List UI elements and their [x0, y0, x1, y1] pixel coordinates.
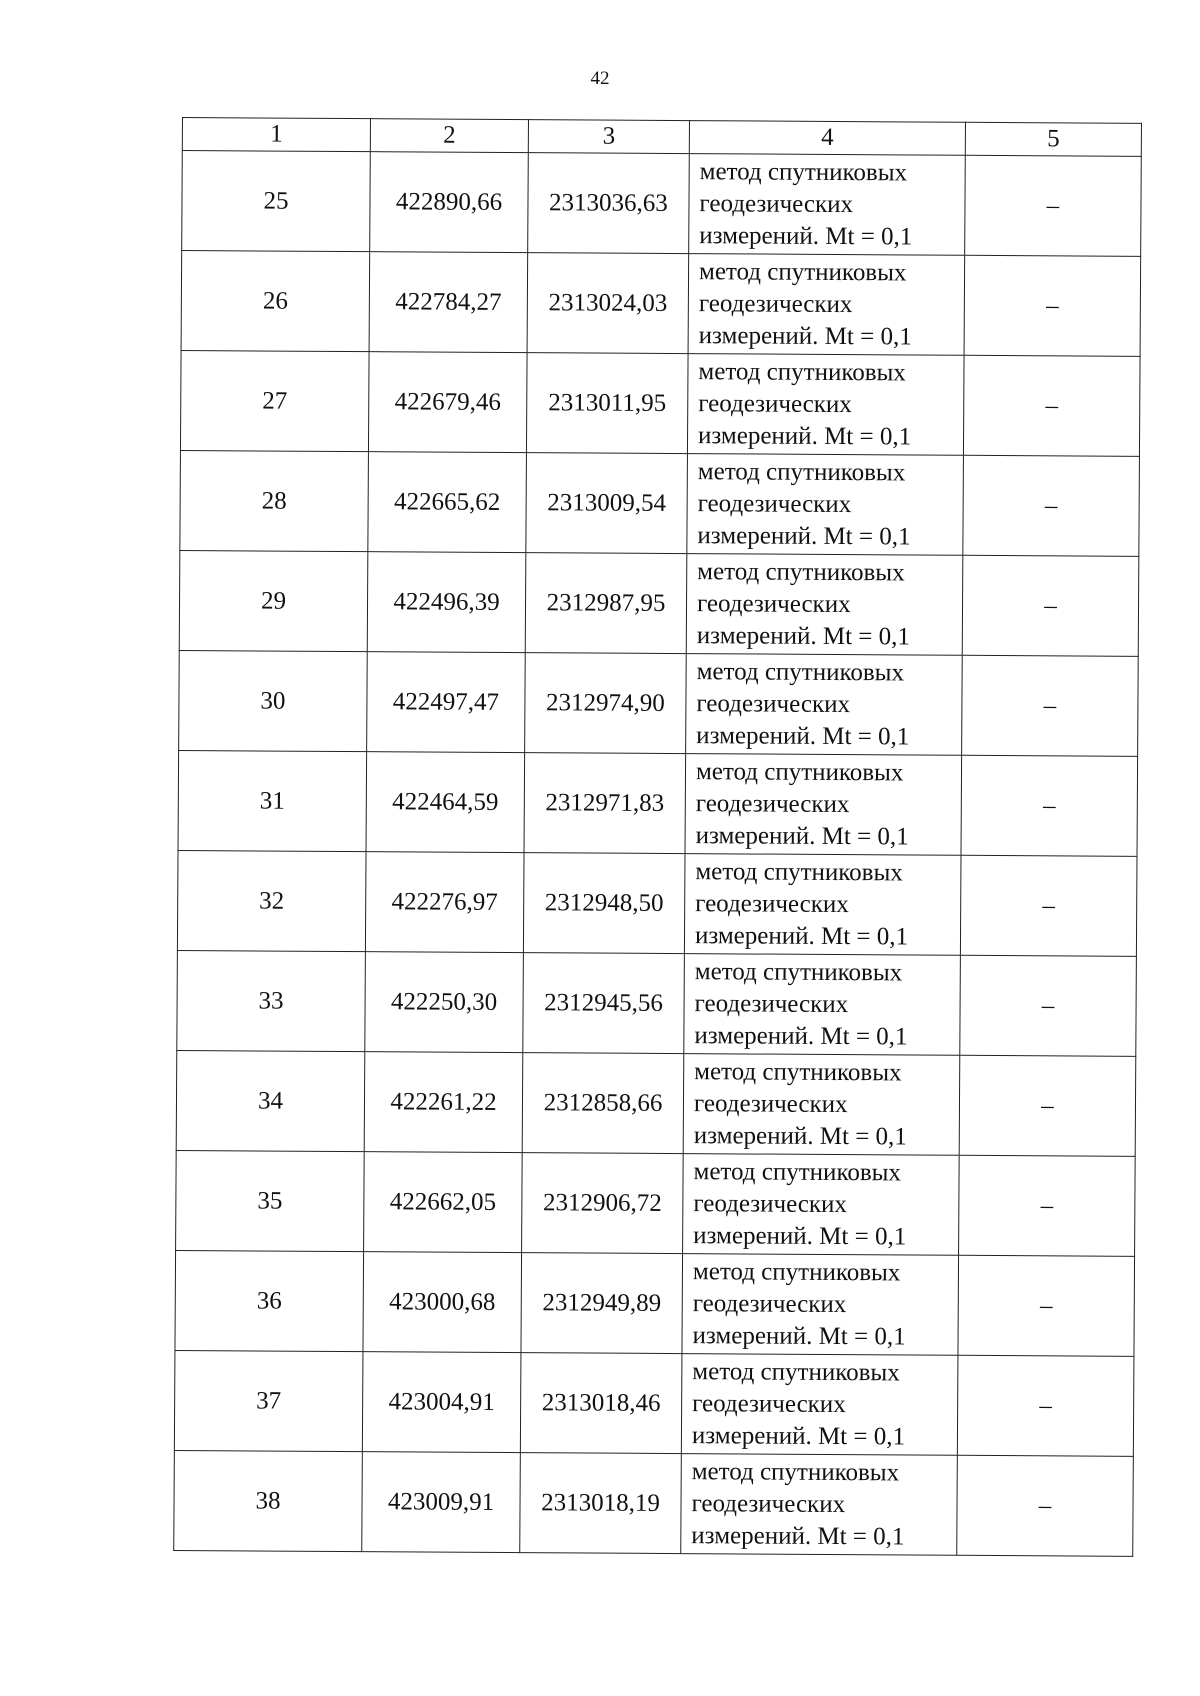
note-cell: – [958, 1255, 1135, 1356]
note-cell: – [960, 855, 1137, 956]
method-line: измерений. Mt = 0,1 [691, 1421, 906, 1450]
method-line: измерений. Mt = 0,1 [698, 321, 912, 350]
method-line: метод спутниковых [693, 1157, 902, 1186]
table-row [179, 550, 1139, 656]
x-coordinate-cell: 423004,91 [362, 1352, 521, 1453]
note-cell: – [957, 1355, 1134, 1456]
header-col-3: 3 [528, 120, 689, 154]
header-col-4: 4 [689, 121, 965, 156]
note-cell: – [957, 1455, 1134, 1556]
table-row [178, 750, 1138, 856]
x-coordinate-cell: 422496,39 [367, 552, 526, 653]
table-row [176, 1150, 1136, 1256]
x-coordinate-cell: 422679,46 [368, 352, 527, 453]
method-line: метод спутниковых [691, 1457, 900, 1486]
table-row [180, 450, 1140, 556]
method-line: геодезических [692, 1389, 846, 1418]
x-coordinate-cell: 422784,27 [369, 252, 528, 353]
page-number: 42 [590, 68, 610, 89]
y-coordinate-cell: 2313009,54 [526, 453, 688, 554]
method-cell [685, 754, 962, 856]
y-coordinate-cell: 2313024,03 [527, 253, 689, 354]
method-cell [686, 654, 963, 756]
method-line: метод спутниковых [696, 657, 905, 686]
y-coordinate-cell: 2313011,95 [526, 353, 688, 454]
header-col-1: 1 [182, 118, 370, 152]
note-cell: – [963, 355, 1140, 456]
method-line: геодезических [696, 589, 851, 618]
method-line: измерений. Mt = 0,1 [694, 921, 909, 950]
point-number-cell: 34 [176, 1050, 365, 1151]
x-coordinate-cell: 422662,05 [364, 1152, 523, 1253]
method-cell [681, 1454, 958, 1556]
note-cell: – [960, 955, 1137, 1056]
point-number-cell: 37 [174, 1350, 363, 1451]
point-number-cell: 32 [177, 850, 366, 951]
y-coordinate-cell: 2312906,72 [522, 1153, 684, 1254]
method-line: геодезических [697, 489, 852, 518]
method-line: измерений. Mt = 0,1 [695, 821, 909, 850]
method-line: метод спутниковых [698, 257, 907, 286]
method-line: геодезических [695, 889, 849, 918]
method-line: измерений. Mt = 0,1 [693, 1221, 907, 1250]
table-row [177, 850, 1137, 956]
method-cell [686, 554, 963, 656]
x-coordinate-cell: 422497,47 [367, 652, 526, 753]
table-row [179, 650, 1139, 756]
method-cell [687, 354, 964, 456]
x-coordinate-cell: 422276,97 [365, 852, 524, 953]
y-coordinate-cell: 2313036,63 [528, 153, 690, 254]
note-cell: – [962, 655, 1139, 756]
table-row [182, 151, 1142, 257]
method-line: геодезических [698, 389, 852, 418]
method-cell [684, 854, 961, 956]
x-coordinate-cell: 422464,59 [366, 752, 525, 853]
method-line: геодезических [691, 1489, 846, 1518]
method-line: метод спутниковых [695, 757, 904, 786]
point-number-cell: 33 [177, 950, 366, 1051]
table-row [175, 1250, 1135, 1356]
method-cell [687, 454, 964, 556]
method-line: геодезических [699, 189, 854, 218]
method-line: метод спутниковых [698, 357, 906, 386]
method-cell [681, 1354, 958, 1456]
method-line: измерений. Mt = 0,1 [694, 1021, 908, 1050]
method-line: геодезических [692, 1289, 847, 1318]
method-line: метод спутниковых [694, 957, 903, 986]
x-coordinate-cell: 422890,66 [370, 152, 529, 253]
method-cell [683, 1054, 960, 1156]
method-line: геодезических [693, 1189, 848, 1218]
y-coordinate-cell: 2312974,90 [525, 653, 687, 754]
table-row [174, 1350, 1134, 1456]
note-cell: – [964, 255, 1141, 356]
method-line: геодезических [696, 689, 851, 718]
method-line: геодезических [693, 1089, 848, 1118]
header-col-5: 5 [965, 122, 1141, 156]
method-line: метод спутниковых [692, 1257, 901, 1286]
header-col-2: 2 [370, 119, 528, 153]
table-row [180, 350, 1140, 456]
x-coordinate-cell: 423009,91 [362, 1452, 521, 1553]
method-line: геодезических [698, 289, 853, 318]
y-coordinate-cell: 2312945,56 [523, 953, 685, 1054]
method-line: измерений. Mt = 0,1 [693, 1121, 907, 1150]
method-cell [682, 1254, 959, 1356]
x-coordinate-cell: 423000,68 [363, 1252, 522, 1353]
note-cell: – [959, 1055, 1136, 1156]
point-number-cell: 38 [174, 1450, 363, 1551]
method-line: измерений. Mt = 0,1 [692, 1321, 906, 1350]
y-coordinate-cell: 2312949,89 [521, 1253, 683, 1354]
coordinates-table [173, 117, 1142, 1557]
point-number-cell: 30 [179, 650, 368, 751]
method-line: метод спутниковых [699, 157, 908, 186]
note-cell: – [963, 455, 1140, 556]
note-cell: – [959, 1155, 1136, 1256]
table-row [181, 251, 1141, 357]
point-number-cell: 28 [180, 450, 369, 551]
y-coordinate-cell: 2312858,66 [522, 1053, 684, 1154]
method-line: метод спутниковых [695, 857, 903, 886]
note-cell: – [962, 555, 1139, 656]
x-coordinate-cell: 422250,30 [365, 952, 524, 1053]
method-cell [689, 154, 966, 256]
point-number-cell: 25 [182, 151, 371, 252]
method-line: измерений. Mt = 0,1 [697, 521, 911, 550]
note-cell: – [965, 155, 1142, 256]
point-number-cell: 27 [180, 350, 369, 451]
note-cell: – [961, 755, 1138, 856]
method-line: метод спутниковых [697, 457, 906, 486]
table-row [176, 1050, 1136, 1156]
method-cell [688, 254, 965, 356]
table-row [174, 1450, 1134, 1556]
method-line: измерений. Mt = 0,1 [697, 421, 912, 450]
table-body [174, 151, 1142, 1557]
method-line: измерений. Mt = 0,1 [696, 621, 911, 650]
y-coordinate-cell: 2312971,83 [524, 753, 686, 854]
x-coordinate-cell: 422665,62 [368, 452, 527, 553]
y-coordinate-cell: 2312948,50 [523, 853, 685, 954]
x-coordinate-cell: 422261,22 [364, 1052, 523, 1153]
y-coordinate-cell: 2313018,19 [520, 1453, 682, 1554]
point-number-cell: 36 [175, 1250, 364, 1351]
y-coordinate-cell: 2312987,95 [525, 553, 687, 654]
method-cell [683, 1154, 960, 1256]
point-number-cell: 29 [179, 550, 368, 651]
point-number-cell: 35 [176, 1150, 365, 1251]
y-coordinate-cell: 2313018,46 [520, 1353, 682, 1454]
point-number-cell: 31 [178, 750, 367, 851]
method-line: измерений. Mt = 0,1 [699, 221, 913, 250]
method-line: измерений. Mt = 0,1 [696, 721, 910, 750]
method-line: геодезических [695, 789, 850, 818]
method-line: метод спутниковых [694, 1057, 902, 1086]
point-number-cell: 26 [181, 251, 370, 352]
method-line: метод спутниковых [692, 1357, 900, 1386]
table-row [177, 950, 1137, 1056]
method-cell [684, 954, 961, 1056]
method-line: геодезических [694, 989, 849, 1018]
method-line: метод спутниковых [697, 557, 905, 586]
method-line: измерений. Mt = 0,1 [691, 1521, 905, 1550]
